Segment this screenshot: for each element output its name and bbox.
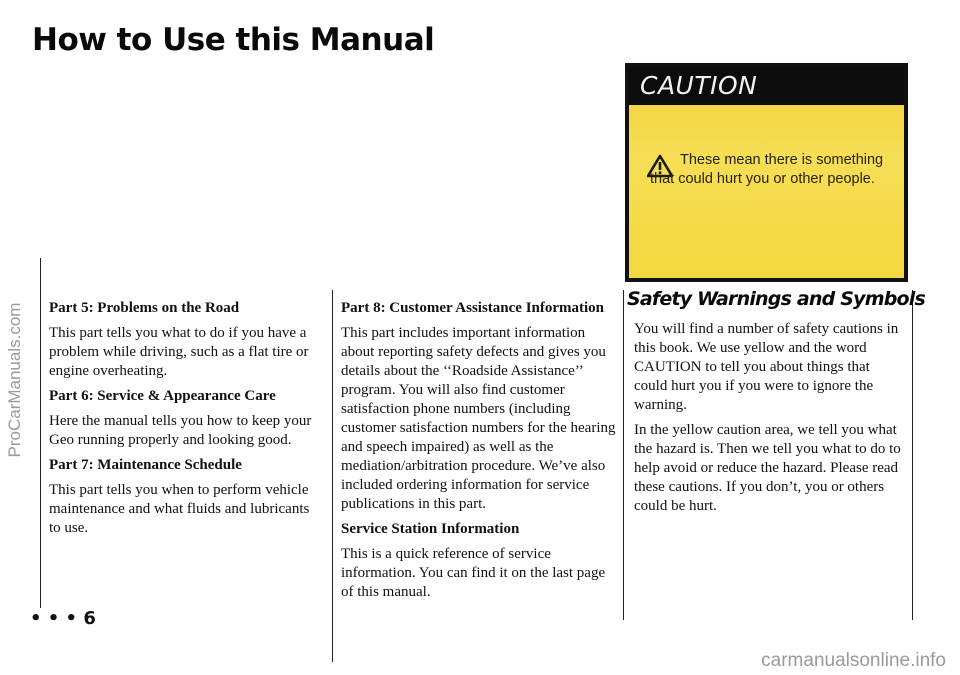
- service-station-heading: Service Station Information: [341, 521, 520, 537]
- watermark-procarmanuals: ProCarManuals.com: [5, 302, 24, 458]
- column-parts-5-7: [49, 299, 324, 544]
- column-rule-right-left: [623, 290, 624, 620]
- part-5-text: This part tells you what to do if you have a problem while driving, such as a flat tire or engine overheating.: [49, 325, 309, 379]
- caution-header: [629, 67, 904, 105]
- part-6-text: Here the manual tells you how to keep your Geo running properly and looking good.: [49, 413, 312, 448]
- watermark-carmanualsonline: carmanualsonline.info: [761, 650, 946, 671]
- column-rule-left: [40, 258, 41, 608]
- part-7-heading: Part 7: Maintenance Schedule: [49, 457, 242, 473]
- caution-label: CAUTION: [640, 71, 758, 100]
- safety-warnings-heading: Safety Warnings and Symbols: [627, 288, 925, 310]
- safety-text-1: You will find a number of safety cautions in this book. We use yellow and the word CAUTION to tell you about things that could hurt you if you were to ignore the warning.: [634, 321, 899, 413]
- column-safety: [634, 320, 906, 522]
- safety-text-2: In the yellow caution area, we tell you what the hazard is. Then we tell you what to do to help avoid or reduce the hazard. Please read these cautions. If you don’t, you or others could be hurt.: [634, 422, 901, 514]
- caution-text: These mean there is something that could hurt you or other people.: [650, 152, 884, 187]
- page-number: • • • 6: [30, 608, 96, 629]
- column-part-8: [341, 299, 618, 608]
- part-6-heading: Part 6: Service & Appearance Care: [49, 388, 276, 404]
- part-8-text: This part includes important information about reporting safety defects and gives you details about the ‘‘Roadside Assistance’’ program. You will also find customer satisfaction phone numbers (including customer satisfaction numbers for the hearing and speech impaired) as well as the mediation/arbitration procedure. We’ve also included ordering information for service publications in this part.: [341, 325, 616, 512]
- service-station-text: This is a quick reference of service information. You can find it on the last page of this manual.: [341, 546, 606, 600]
- caution-box: [625, 63, 908, 282]
- part-7-text: This part tells you when to perform vehicle maintenance and what fluids and lubricants to use.: [49, 482, 310, 536]
- part-8-heading: Part 8: Customer Assistance Information: [341, 300, 605, 316]
- page-title: How to Use this Manual: [32, 22, 435, 58]
- column-rule-right: [912, 290, 913, 620]
- column-rule-middle: [332, 290, 333, 662]
- part-5-heading: Part 5: Problems on the Road: [49, 300, 240, 316]
